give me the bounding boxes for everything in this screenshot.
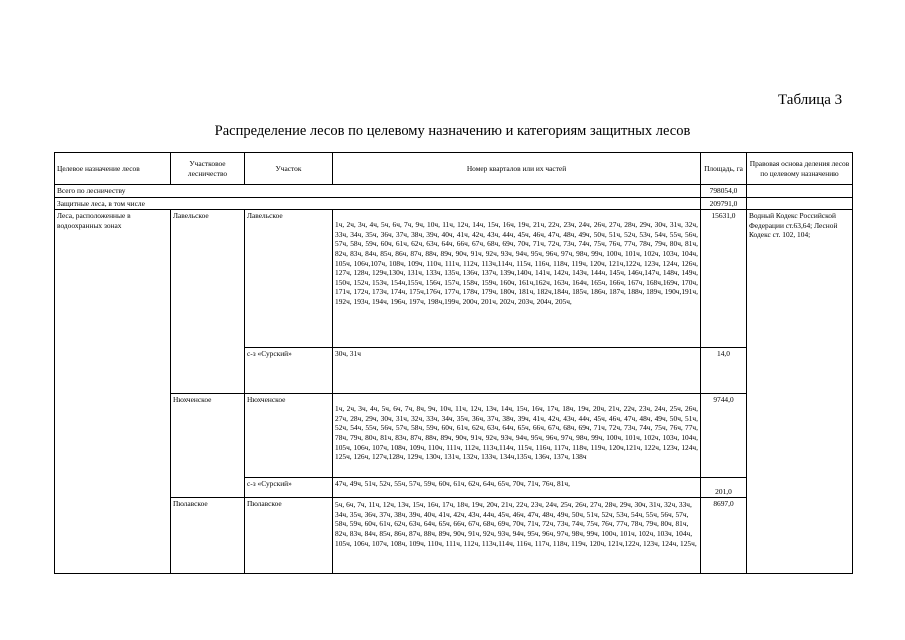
header-row bbox=[55, 153, 853, 185]
quarters-cell: 47ч, 49ч, 51ч, 52ч, 55ч, 57ч, 59ч, 60ч, 61ч, 62ч, 64ч, 65ч, 70ч, 71ч, 76ч, 81ч, bbox=[333, 478, 701, 498]
site-cell: Лавельское bbox=[245, 210, 333, 348]
quarters-cell: 1ч, 2ч, 3ч, 4ч, 5ч, 6ч, 7ч, 8ч, 9ч, 10ч, 11ч, 12ч, 13ч, 14ч, 15ч, 16ч, 17ч, 18ч, 19ч, 20ч, 21ч, 22ч, 23ч, 24ч, 25ч, 26ч, 27ч, 28ч, 29ч, 30ч, 31ч, 32ч, 33ч, 34ч, 35ч, 36ч, 37ч, 38ч, 39ч, 41ч, 42ч, 43ч, 44ч, 45ч, 46ч, 47ч, 48ч, 49ч, 50ч, 51ч, 52ч, 54ч, 55ч, 56ч, 57ч, 58ч, 59ч, 60ч, 61ч, 62ч, 63ч, 64ч, 65ч, 66ч, 67ч, 68ч, 69ч, 71ч, 72ч, 73ч, 74ч, 75ч, 76ч, 77ч, 78ч, 79ч, 80ч, 81ч, 83ч, 87ч, 88ч, 89ч, 90ч, 91ч, 92ч, 93ч, 94ч, 95ч, 96ч, 97ч, 98ч, 99ч, 100ч, 101ч, 102ч, 103ч, 104ч, 105ч, 106ч, 107ч, 108ч, 109ч, 110ч, 111ч, 112ч, 113ч,114ч, 115ч, 116ч, 117ч, 118ч, 119ч, 120ч,121ч, 122ч, 123ч, 124ч, 125ч, 126ч, 127ч,128ч, 129ч, 130ч, 131ч, 132ч, 133ч, 134ч,135ч, 136ч, 137ч, 138ч bbox=[333, 394, 701, 478]
document-title: Распределение лесов по целевому назначению и категориям защитных лесов bbox=[214, 123, 691, 139]
protective-label: Защитные леса, в том числе bbox=[55, 197, 701, 210]
total-row bbox=[55, 185, 853, 198]
header-site: Участок bbox=[245, 153, 333, 185]
total-basis bbox=[747, 185, 853, 198]
site-cell: с-з «Сурский» bbox=[245, 348, 333, 394]
area-cell: 14,0 bbox=[701, 348, 747, 394]
quarters-cell: 5ч, 6ч, 7ч, 11ч, 12ч, 13ч, 15ч, 16ч, 17ч, 18ч, 19ч, 20ч, 21ч, 22ч, 23ч, 24ч, 25ч, 26ч, 27ч, 28ч, 29ч, 30ч, 31ч, 32ч, 33ч, 34ч, 35ч, 36ч, 37ч, 38ч, 39ч, 40ч, 41ч, 42ч, 43ч, 44ч, 45ч, 46ч, 47ч, 48ч, 49ч, 50ч, 51ч, 52ч, 53ч, 54ч, 55ч, 56ч, 57ч, 58ч, 59ч, 60ч, 61ч, 62ч, 63ч, 64ч, 65ч, 66ч, 67ч, 68ч, 69ч, 70ч, 71ч, 72ч, 73ч, 74ч, 75ч, 76ч, 77ч, 78ч, 79ч, 80ч, 81ч, 82ч, 83ч, 84ч, 85ч, 86ч, 87ч, 88ч, 89ч, 90ч, 91ч, 92ч, 93ч, 94ч, 95ч, 96ч, 97ч, 98ч, 99ч, 100ч, 101ч, 102ч, 103ч, 104ч, 105ч, 106ч, 107ч, 108ч, 109ч, 110ч, 111ч, 112ч, 113ч,114ч, 116ч, 117ч, 118ч, 119ч, 120ч, 121ч,122ч, 123ч, 124ч, 125ч, bbox=[333, 498, 701, 574]
table-row bbox=[55, 210, 853, 348]
area-cell: 8697,0 bbox=[701, 498, 747, 574]
area-cell: 9744,0 bbox=[701, 394, 747, 478]
site-cell: Пюлавское bbox=[245, 498, 333, 574]
table-row bbox=[55, 498, 853, 574]
protective-area: 209791,0 bbox=[701, 197, 747, 210]
total-label: Всего по лесничеству bbox=[55, 185, 701, 198]
area-cell: 15631,0 bbox=[701, 210, 747, 348]
header-basis: Правовая основа деления лесов по целевому назначению bbox=[747, 153, 853, 185]
total-area: 798054,0 bbox=[701, 185, 747, 198]
protective-row bbox=[55, 197, 853, 210]
quarters-cell: 1ч, 2ч, 3ч, 4ч, 5ч, 6ч, 7ч, 9ч, 10ч, 11ч, 12ч, 14ч, 15ч, 16ч, 19ч, 21ч, 22ч, 23ч, 24ч, 26ч, 27ч, 28ч, 29ч, 30ч, 31ч, 32ч, 33ч, 34ч, 35ч, 36ч, 37ч, 38ч, 39ч, 40ч, 41ч, 42ч, 43ч, 44ч, 45ч, 46ч, 47ч, 48ч, 49ч, 50ч, 51ч, 52ч, 53ч, 54ч, 55ч, 56ч, 57ч, 58ч, 59ч, 60ч, 61ч, 62ч, 63ч, 64ч, 66ч, 67ч, 68ч, 69ч, 70ч, 71ч, 72ч, 73ч, 74ч, 75ч, 76ч, 77ч, 78ч, 79ч, 80ч, 81ч, 82ч, 83ч, 84ч, 85ч, 86ч, 87ч, 88ч, 89ч, 90ч, 91ч, 92ч, 93ч, 94ч, 95ч, 96ч, 97ч, 98ч, 99ч, 100ч, 101ч, 102ч, 103ч, 104ч, 105ч, 106ч,107ч, 108ч, 109ч, 110ч, 111ч, 112ч, 113ч,114ч, 115ч, 116ч, 118ч, 119ч, 120ч, 121ч,122ч, 123ч, 124ч, 126ч, 127ч, 128ч, 129ч,130ч, 131ч, 133ч, 135ч, 136ч, 137ч, 139ч,140ч, 141ч, 142ч, 143ч, 144ч, 145ч, 146ч,147ч, 148ч, 149ч, 150ч, 152ч, 153ч, 154ч,155ч, 156ч, 157ч, 158ч, 159ч, 160ч, 161ч,162ч, 163ч, 164ч, 165ч, 166ч, 167ч, 168ч,169ч, 170ч, 171ч, 172ч, 173ч, 174ч, 175ч,176ч, 177ч, 178ч, 179ч, 180ч, 181ч, 182ч,184ч, 185ч, 186ч, 187ч, 188ч, 189ч, 190ч,191ч, 192ч, 193ч, 194ч, 196ч, 197ч, 198ч,199ч, 200ч, 201ч, 202ч, 203ч, 204ч, 205ч, bbox=[333, 210, 701, 348]
quarters-cell: 30ч, 31ч bbox=[333, 348, 701, 394]
district-cell: Лавельское bbox=[171, 210, 245, 394]
district-cell: Нюхченское bbox=[171, 394, 245, 498]
header-purpose: Целевое назначение лесов bbox=[55, 153, 171, 185]
group-basis: Водный Кодекс Российской Федерации ст.63,64; Лесной Кодекс ст. 102, 104; bbox=[747, 210, 853, 574]
table-number-label: Таблица 3 bbox=[778, 92, 843, 108]
district-cell: Пюлавское bbox=[171, 498, 245, 574]
site-cell: Нюхченское bbox=[245, 394, 333, 478]
header-area: Площадь, га bbox=[701, 153, 747, 185]
area-cell: 201,0 bbox=[701, 478, 747, 498]
site-cell: с-з «Сурский» bbox=[245, 478, 333, 498]
group-purpose: Леса, расположенные в водоохранных зонах bbox=[55, 210, 171, 574]
protective-basis bbox=[747, 197, 853, 210]
forest-distribution-table bbox=[54, 152, 853, 574]
header-district: Участковое лесничество bbox=[171, 153, 245, 185]
header-quarters: Номер кварталов или их частей bbox=[333, 153, 701, 185]
table-row bbox=[55, 394, 853, 478]
